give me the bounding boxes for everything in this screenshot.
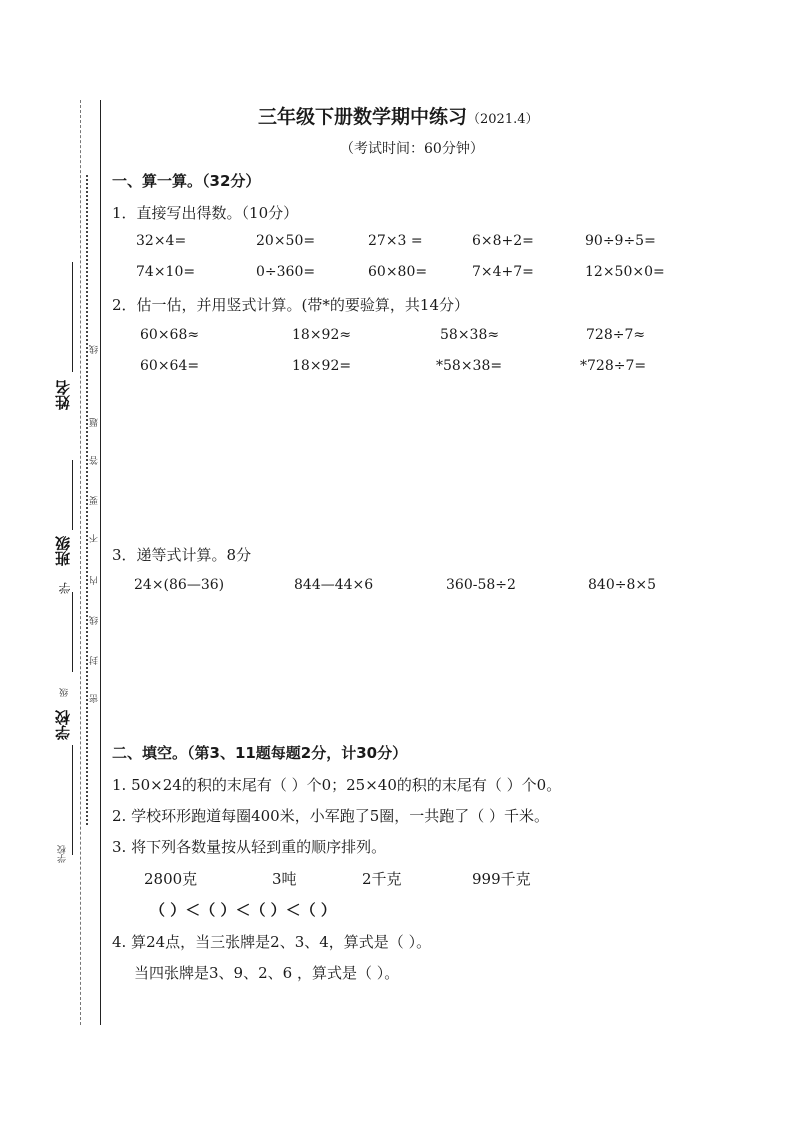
title-text: 三年级下册数学期中练习 <box>258 106 468 128</box>
ji-char: 级 <box>60 688 70 697</box>
s1-q2-item: 18×92≈ <box>292 327 352 343</box>
cut-char-8: 封 <box>90 656 100 665</box>
xuehao-underline <box>72 592 73 672</box>
s1-q2-item: 60×64= <box>140 358 200 374</box>
s1-q1-item: 12×50×0= <box>585 264 665 280</box>
section-2-heading: 二、填空。（第3、11题每题2分，计30分） <box>112 744 408 762</box>
s1-q1-item: 0÷360= <box>256 264 316 280</box>
s2-q3-order-blanks: （ ）＜（ ）＜（ ）＜（ ） <box>150 901 336 919</box>
school-label: 学校 <box>54 710 72 740</box>
s1-q1-item: 7×4+7= <box>472 264 534 280</box>
s2-q3-item: 999千克 <box>472 870 531 888</box>
s2-q4-line2: 当四张牌是3、9、2、6 ，算式是（ ）。 <box>134 964 400 982</box>
s1-q1-item: 27×3 = <box>368 233 423 249</box>
title-date: （2021.4） <box>467 112 539 127</box>
cut-char-6: 内 <box>90 576 100 585</box>
s1-q3-item: 844—44×6 <box>294 577 374 593</box>
cut-char-3: 答 <box>90 456 100 465</box>
s1-q2-item: 18×92= <box>292 358 352 374</box>
s2-q3-item: 3吨 <box>272 870 297 888</box>
cut-char-1: 线 <box>90 345 100 354</box>
s2-q3-item: 2千克 <box>362 870 402 888</box>
cut-char-5: 不 <box>90 534 100 543</box>
page-title <box>258 102 539 129</box>
s1-q2-item: 728÷7≈ <box>586 327 646 343</box>
s1-q1-item: 90÷9÷5= <box>585 233 656 249</box>
name-label: 姓名 <box>54 380 72 410</box>
school-underline <box>72 745 73 855</box>
xue-char: 学 <box>58 582 72 594</box>
s1-q1-item: 74×10= <box>136 264 196 280</box>
class-underline <box>72 460 73 530</box>
cut-char-9: 密 <box>90 694 100 703</box>
s1-q1-item: 60×80= <box>368 264 428 280</box>
cut-char-2: 题 <box>90 418 100 427</box>
s1-q1-item: 32×4= <box>136 233 187 249</box>
s2-q4-line1: 4. 算24点，当三张牌是2、3、4，算式是（ ）。 <box>112 933 432 951</box>
s1-q1-label: 1．直接写出得数。（10分） <box>112 204 299 222</box>
s1-q3-label: 3．递等式计算。8分 <box>112 546 252 564</box>
class-label: 班级 <box>54 536 72 566</box>
cut-char-7: 线 <box>90 616 100 625</box>
exam-time-note: （考试时间：60分钟） <box>340 141 484 157</box>
school-small-label: 学校 <box>58 845 68 863</box>
s2-q1: 1. 50×24的积的末尾有（ ）个0；25×40的积的末尾有（ ）个0。 <box>112 776 562 794</box>
s1-q2-item: 58×38≈ <box>440 327 500 343</box>
s2-q3-item: 2800克 <box>144 870 198 888</box>
s1-q2-label: 2．估一估，并用竖式计算。(带*的要验算，共14分） <box>112 296 469 314</box>
s2-q3-label: 3. 将下列各数量按从轻到重的顺序排列。 <box>112 838 387 856</box>
binding-solid-line <box>100 100 101 1025</box>
s1-q2-item: *728÷7= <box>580 358 647 374</box>
s1-q3-item: 24×(86—36) <box>134 577 225 593</box>
binding-outer-dashed-line <box>80 100 81 1025</box>
name-underline <box>72 262 73 372</box>
s1-q1-item: 20×50= <box>256 233 316 249</box>
s1-q3-item: 840÷8×5 <box>588 577 656 593</box>
s1-q1-item: 6×8+2= <box>472 233 534 249</box>
cut-char-4: 要 <box>90 496 100 505</box>
s1-q2-item: *58×38= <box>436 358 503 374</box>
s1-q2-item: 60×68≈ <box>140 327 200 343</box>
s1-q3-item: 360-58÷2 <box>446 577 516 593</box>
s2-q2: 2. 学校环形跑道每圈400米，小军跑了5圈，一共跑了（ ）千米。 <box>112 807 550 825</box>
section-1-heading: 一、算一算。（32分） <box>112 172 261 190</box>
